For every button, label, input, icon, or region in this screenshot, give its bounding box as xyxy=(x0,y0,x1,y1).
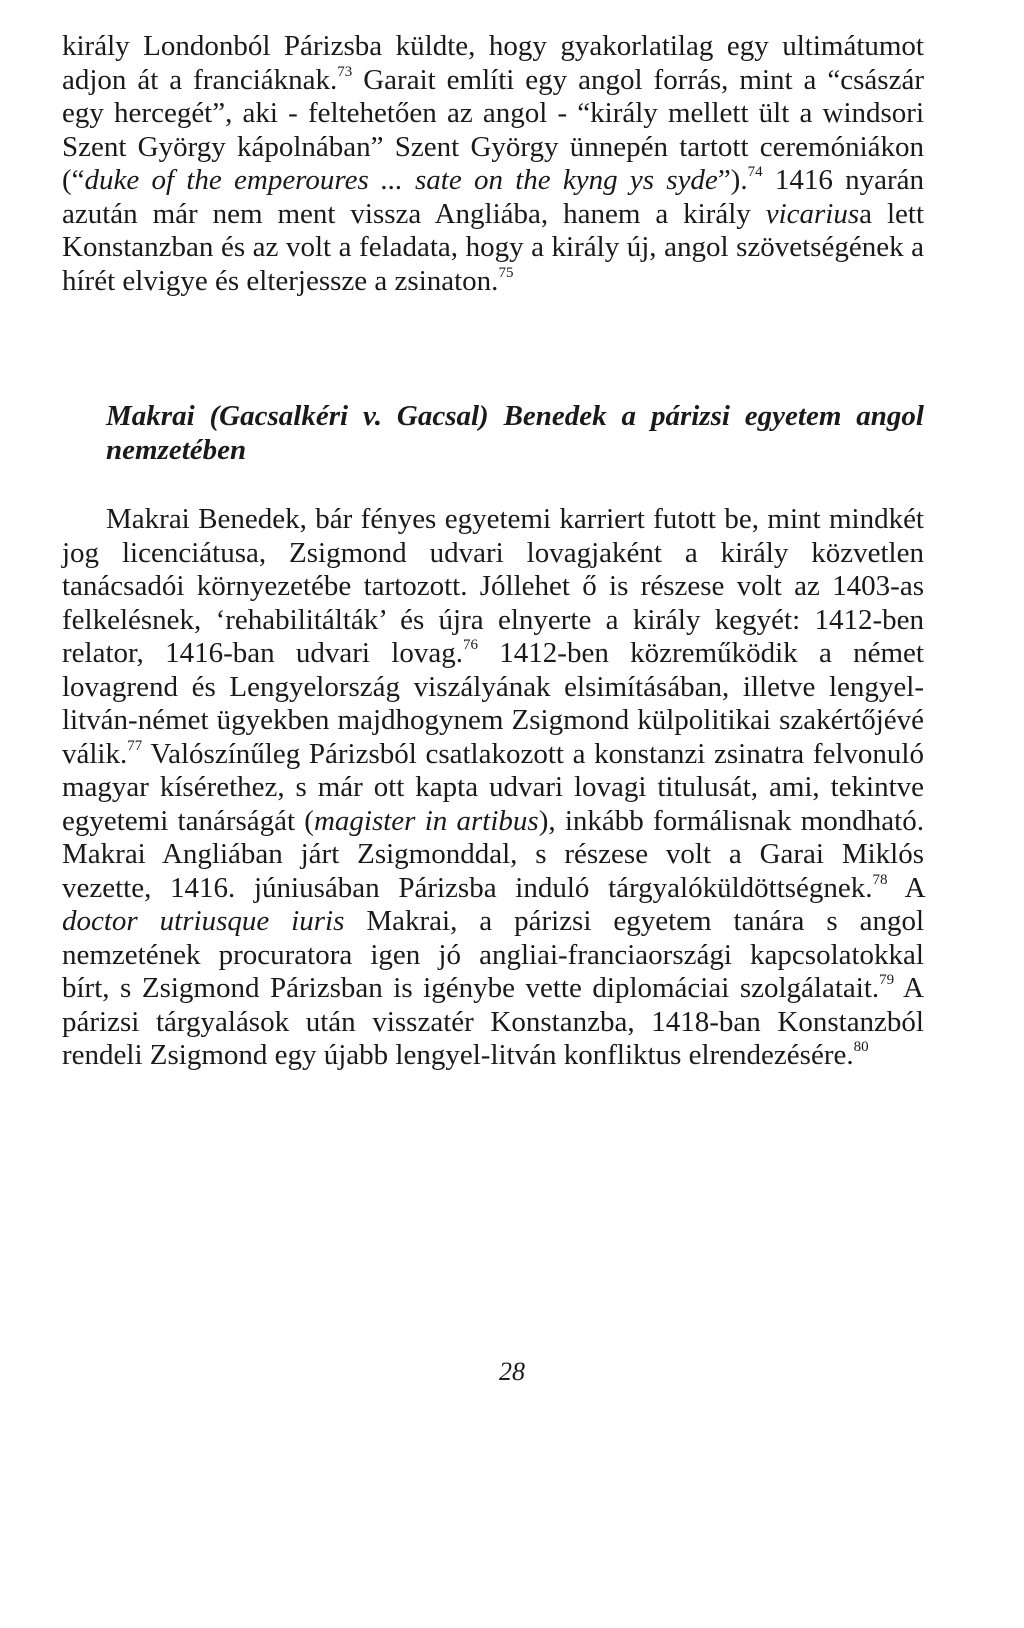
p2-text-5: A xyxy=(887,871,924,904)
section-heading: Makrai (Gacsalkéri v. Gacsal) Benedek a párizsi egyetem angol nemzetében xyxy=(106,400,924,466)
paragraph-2 xyxy=(62,503,924,1073)
footnote-ref-80: 80 xyxy=(853,1039,869,1056)
footnote-ref-73: 73 xyxy=(337,63,353,80)
footnote-ref-76: 76 xyxy=(462,637,478,654)
footnote-ref-75: 75 xyxy=(498,264,514,281)
page-content xyxy=(62,30,924,1073)
p1-text-5: a lett Konstanzban és az volt a feladata, hogy a király új, angol szövetségének a hírét elvigye és elterjessze a zsinaton. xyxy=(62,197,925,297)
footnote-ref-78: 78 xyxy=(872,871,888,888)
p2-text-7: A párizsi tárgyalások után visszatér Konstanzba, 1418-ban Konstanzból rendeli Zsigmond egy újabb lengyel-litván konfliktus elrendezésére. xyxy=(62,972,924,1071)
p1-text-4: 1416 nyarán azután már nem ment vissza Angliába, hanem a király xyxy=(62,164,924,230)
p2-term-doctor: doctor utriusque iuris xyxy=(62,905,345,937)
footnote-ref-77: 77 xyxy=(127,737,143,754)
footnote-ref-79: 79 xyxy=(879,972,895,989)
p2-text-1: Makrai Benedek, bár fényes egyetemi karriert futott be, mint mindkét jog licenciátusa, Zsigmond udvari lovagjaként a király közvetlen tanácsadói környezetébe tartozott. Jóllehet ő is részese volt az 1403-as felkelésnek, ‘rehabilitálták’ és újra elnyerte a király kegyét: 1412-ben relator, 1416-ban udvari lovag. xyxy=(62,503,924,669)
p1-text-1: király Londonból Párizsba küldte, hogy gyakorlatilag egy ultimátumot adjon át a franciáknak. xyxy=(62,30,924,96)
paragraph-1 xyxy=(62,30,924,298)
p2-text-3: Valószínűleg Párizsból csatlakozott a konstanzi zsinatra felvonuló magyar kísérethez, s már ott kapta udvari lovagi titulusát, ami, tekintve egyetemi tanárságát ( xyxy=(62,737,924,837)
p2-text-4: ), inkább formálisnak mondható. Makrai Angliában járt Zsigmonddal, s részese volt a Garai Miklós vezette, 1416. júniusában Párizsba induló tárgyalóküldöttségnek. xyxy=(62,804,924,904)
footnote-ref-74: 74 xyxy=(747,164,763,181)
p2-term-magister: magister in artibus xyxy=(313,804,539,837)
p1-term-vicarius: vicarius xyxy=(765,197,860,230)
p1-quote-english: duke of the emperoures ... sate on the kyng ys syde xyxy=(84,164,718,196)
page-number: 28 xyxy=(499,1357,525,1386)
p2-text-6: Makrai, a párizsi egyetem tanára s angol nemzetének procuratora igen jó angliai-franciaországi kapcsolatokkal bírt, s Zsigmond Párizsban is igénybe vette diplomáciai szolgálatait. xyxy=(62,905,924,1004)
p1-text-2: Garait említi egy angol forrás, mint a “császár egy hercegét”, aki - feltehetően az angol - “király mellett ült a windsori Szent György kápolnában” Szent György ünnepén tartott ceremóniákon (“ xyxy=(62,63,924,196)
p1-text-3: ”). xyxy=(717,164,748,196)
p2-text-2: 1412-ben közreműködik a német lovagrend és Lengyelország viszályának elsimításában, illetve lengyel-litván-német ügyekben majdhogynem Zsigmond külpolitikai szakértőjévé válik. xyxy=(62,637,924,770)
